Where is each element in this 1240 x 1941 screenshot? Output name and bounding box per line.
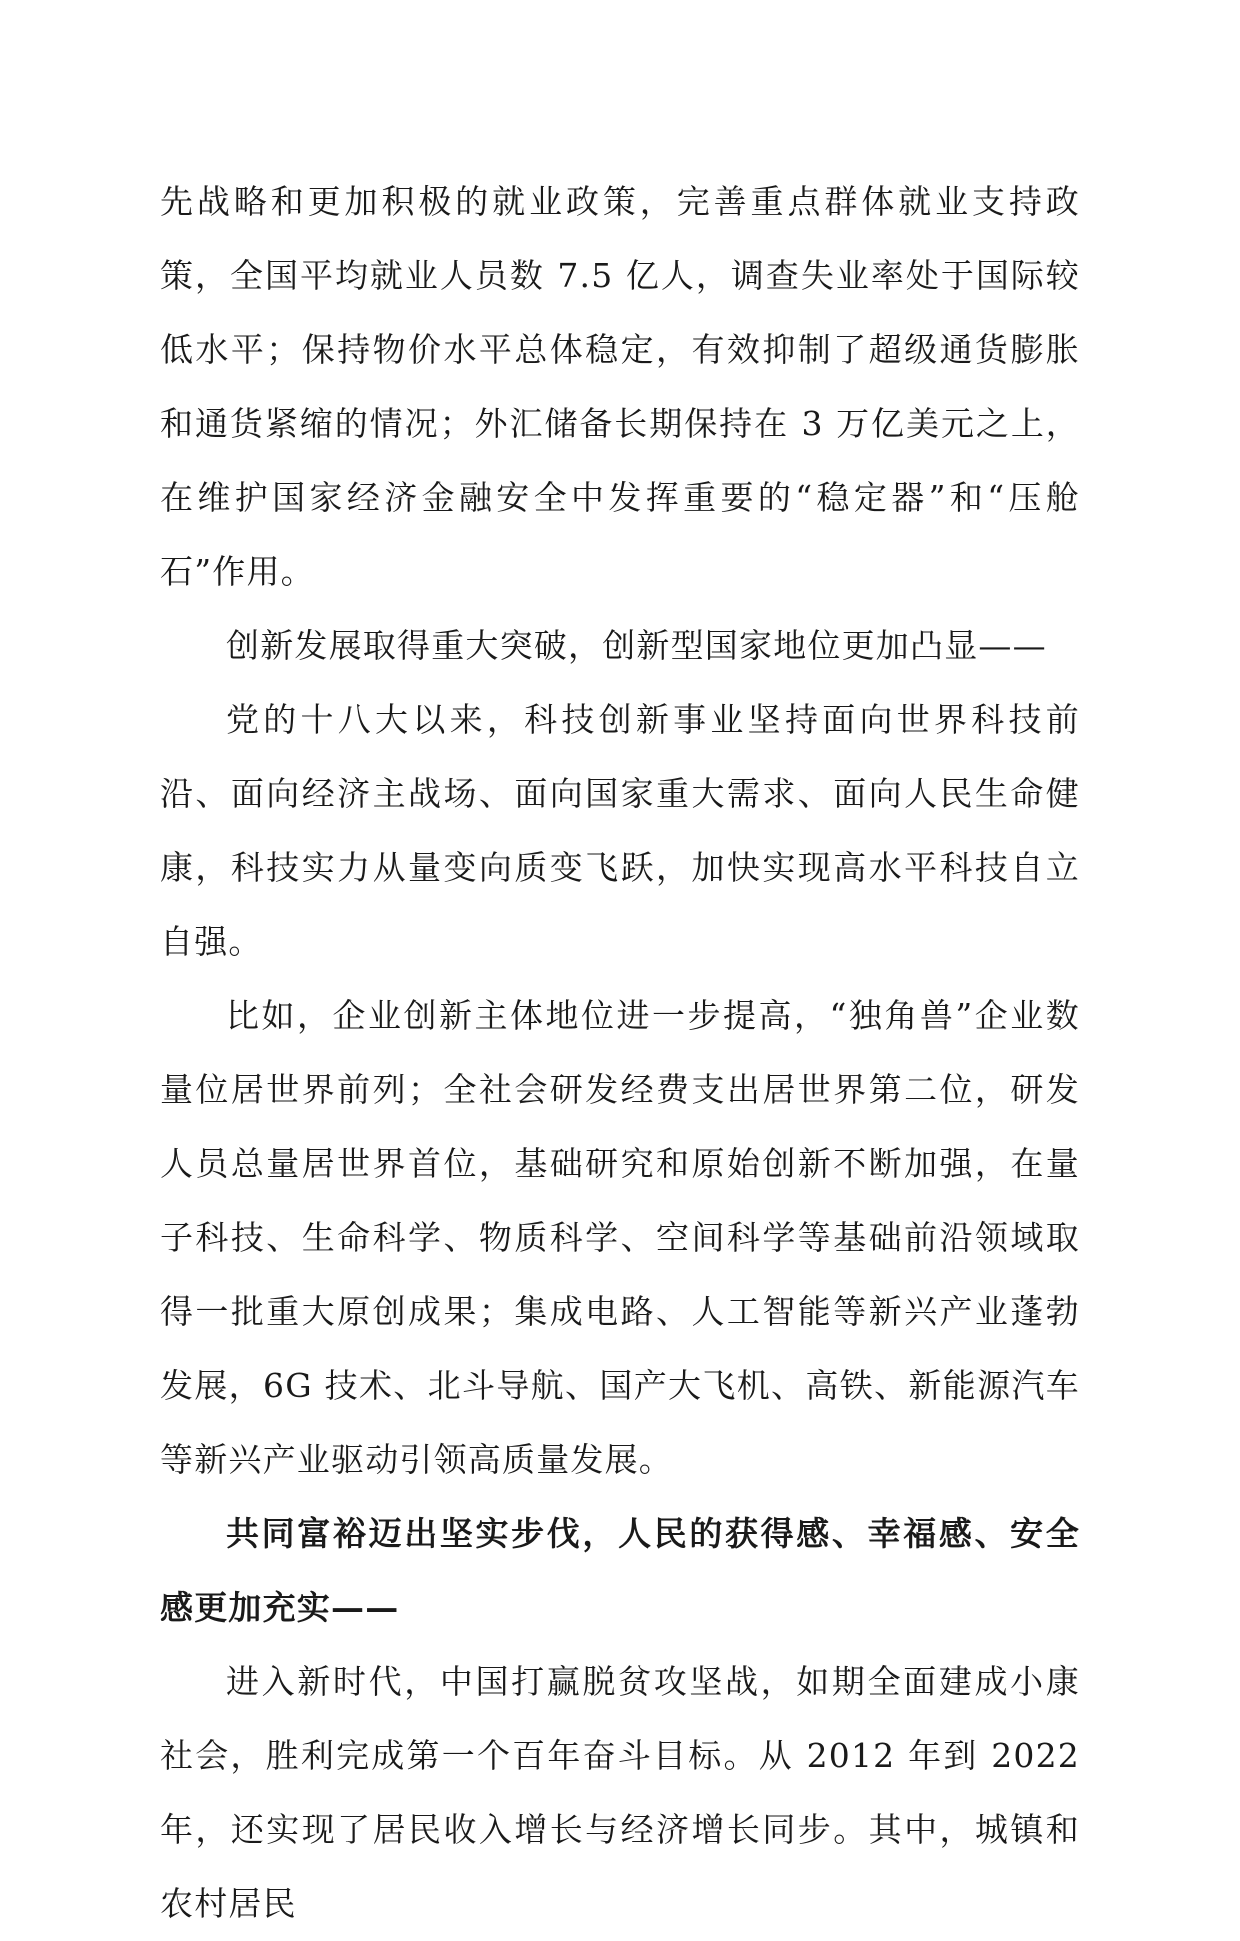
- paragraph-poverty-alleviation: 进入新时代，中国打赢脱贫攻坚战，如期全面建成小康社会，胜利完成第一个百年奋斗目标。从 2012 年到 2022 年，还实现了居民收入增长与经济增长同步。其中，城镇和农村居民: [160, 1662, 1080, 1923]
- paragraph-employment-prices: 先战略和更加积极的就业政策，完善重点群体就业支持政策，全国平均就业人员数 7.5 亿人，调查失业率处于国际较低水平；保持物价水平总体稳定，有效抑制了超级通货膨胀和通货紧缩的情况；外汇储备长期保持在 3 万亿美元之上，在维护国家经济金融安全中发挥重要的“稳定器”和“压舱石”作用。: [160, 182, 1080, 591]
- paragraph-technology: 党的十八大以来，科技创新事业坚持面向世界科技前沿、面向经济主战场、面向国家重大需求、面向人民生命健康，科技实力从量变向质变飞跃，加快实现高水平科技自立自强。: [160, 700, 1080, 961]
- paragraph-innovation-examples: 比如，企业创新主体地位进一步提高，“独角兽”企业数量位居世界前列；全社会研发经费支出居世界第二位，研发人员总量居世界首位，基础研究和原始创新不断加强，在量子科技、生命科学、物质科学、空间科学等基础前沿领域取得一批重大原创成果；集成电路、人工智能等新兴产业蓬勃发展，6G 技术、北斗导航、国产大飞机、高铁、新能源汽车等新兴产业驱动引领高质量发展。: [160, 996, 1080, 1479]
- document-page: [160, 165, 1080, 1941]
- section-heading-common-prosperity: 共同富裕迈出坚实步伐，人民的获得感、幸福感、安全感更加充实——: [160, 1514, 1080, 1627]
- section-heading-innovation: 创新发展取得重大突破，创新型国家地位更加凸显——: [226, 626, 1047, 665]
